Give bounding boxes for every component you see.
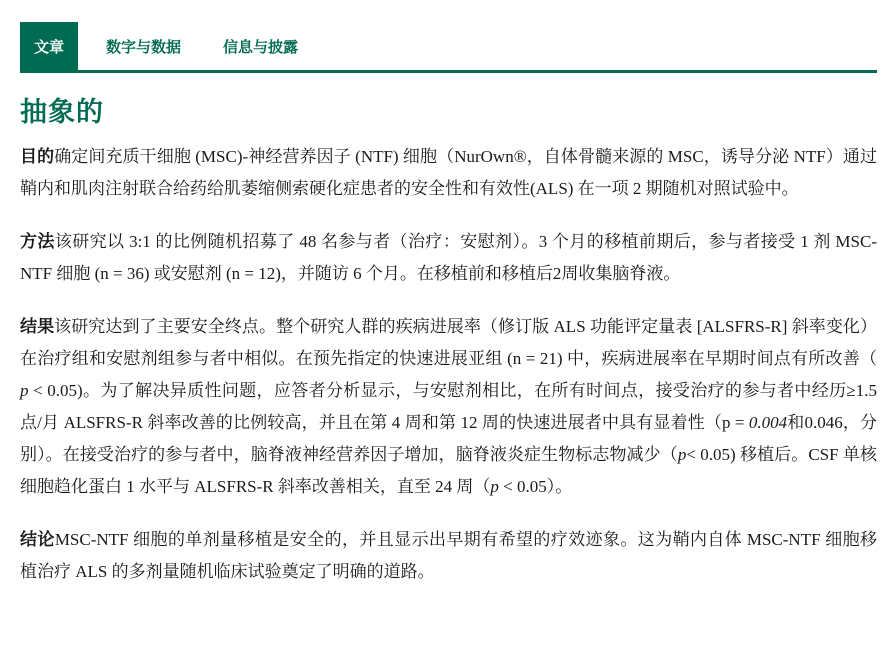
text-segment: 和0.046，分别）。在接受治疗的参与者中，脑脊液神经营养因子增加，脑脊液炎症生物标志物减少（ xyxy=(20,413,877,464)
abstract-body xyxy=(20,141,877,588)
section-text-objective xyxy=(20,147,877,198)
article-tabbar xyxy=(20,22,877,73)
section-label-results: 结果 xyxy=(20,317,55,336)
section-text-results xyxy=(20,317,877,496)
abstract-section-conclusion xyxy=(20,524,877,588)
tab-info-disclosures[interactable]: 信息与披露 xyxy=(223,39,299,56)
abstract-section-objective xyxy=(20,141,877,205)
tab-article[interactable]: 文章 xyxy=(20,22,78,70)
section-text-conclusion xyxy=(20,530,877,581)
section-label-conclusion: 结论 xyxy=(20,530,55,549)
text-segment: p xyxy=(20,381,29,400)
text-segment: 该研究达到了主要安全终点。整个研究人群的疾病进展率（修订版 ALS 功能评定量表 [ALSFRS-R] 斜率变化）在治疗组和安慰剂组参与者中相似。在预先指定的快速进展亚组 (n = 21) 中，疾病进展率在早期时间点有所改善（ xyxy=(20,317,878,368)
text-segment: p xyxy=(490,477,499,496)
section-label-methods: 方法 xyxy=(20,232,55,251)
text-segment: < 0.05) 移植后。CSF 单核细胞趋化蛋白 1 水平与 ALSFRS-R 斜率改善相关，直至 24 周（ xyxy=(20,445,878,496)
section-label-objective: 目的 xyxy=(20,147,55,166)
text-segment: < 0.05）。 xyxy=(498,477,573,496)
section-text-methods xyxy=(20,232,877,283)
text-segment: MSC-NTF 细胞的单剂量移植是安全的，并且显示出早期有希望的疗效迹象。这为鞘内自体 MSC-NTF 细胞移植治疗 ALS 的多剂量随机临床试验奠定了明确的道路。 xyxy=(20,530,878,581)
text-segment: 确定间充质干细胞 (MSC)-神经营养因子 (NTF) 细胞（NurOwn®，自体骨髓来源的 MSC，诱导分泌 NTF）通过鞘内和肌肉注射联合给药给肌萎缩侧索硬化症患者的安全性和有效性(ALS) 在一项 2 期随机对照试验中。 xyxy=(20,147,877,198)
abstract-heading: 抽象的 xyxy=(20,97,104,127)
text-segment: p xyxy=(677,445,687,464)
text-segment: 0.004 xyxy=(748,413,788,432)
text-segment: < 0.05)。为了解决异质性问题，应答者分析显示，与安慰剂相比，在所有时间点，接受治疗的参与者中经历≥1.5点/月 ALSFRS-R 斜率改善的比例较高，并且在第 4 周和第 12 周的快速进展者中具有显着性（p = xyxy=(20,381,877,432)
tab-figures-data[interactable]: 数字与数据 xyxy=(106,39,182,56)
abstract-section-methods xyxy=(20,226,877,290)
text-segment: 该研究以 3:1 的比例随机招募了 48 名参与者（治疗：安慰剂）。3 个月的移植前期后，参与者接受 1 剂 MSC-NTF 细胞 (n = 36) 或安慰剂 (n = 12)，并随访 6 个月。在移植前和移植后2周收集脑脊液。 xyxy=(20,232,877,283)
abstract-section-results xyxy=(20,311,877,503)
